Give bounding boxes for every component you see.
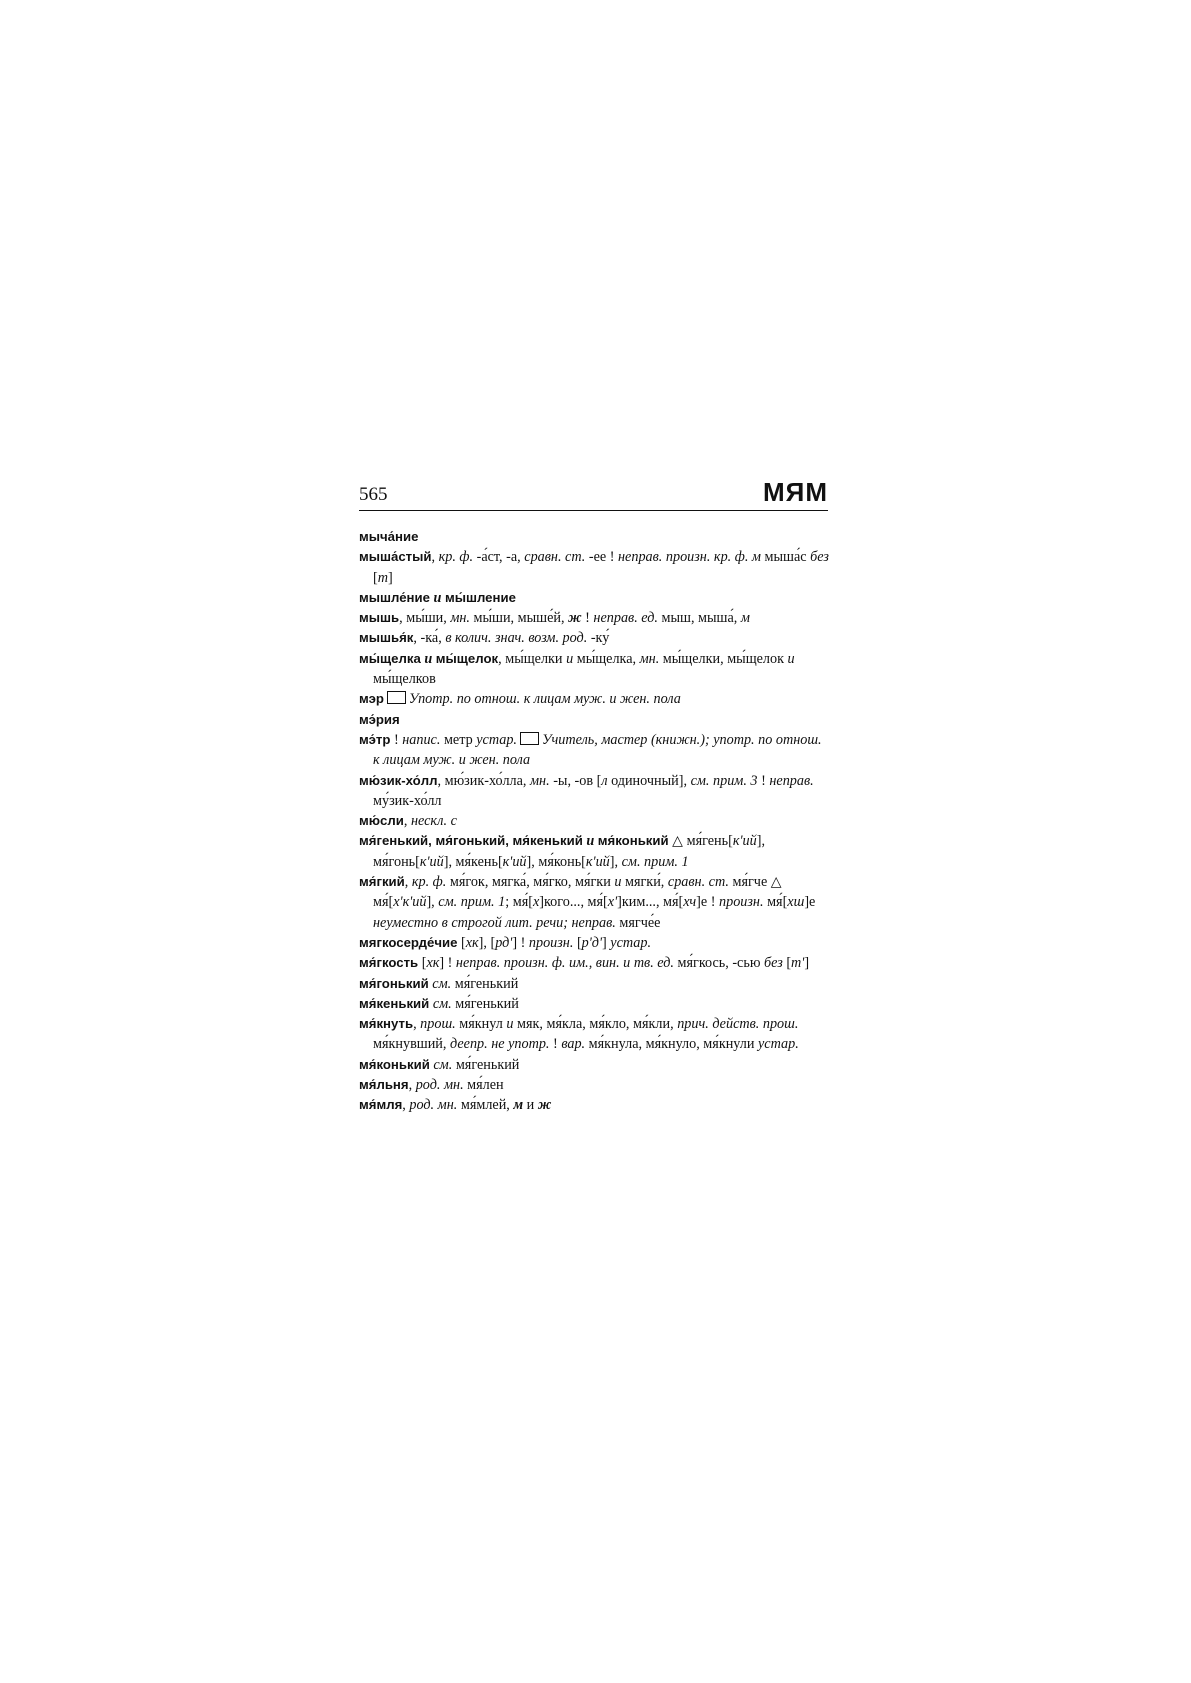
grammatical-note: неправ. произн. кр. ф. м bbox=[618, 549, 761, 566]
grammatical-note: хк bbox=[426, 955, 440, 972]
headword: мышь bbox=[359, 610, 400, 626]
grammatical-note: деепр. не употр. bbox=[450, 1036, 550, 1053]
grammatical-note: устар. bbox=[476, 731, 517, 748]
grammatical-marker: и bbox=[582, 833, 598, 850]
entry-text: ] bbox=[602, 934, 611, 951]
dictionary-entry bbox=[359, 933, 829, 953]
entry-text: мя́генький bbox=[451, 995, 519, 1012]
headword: мыша́стый bbox=[359, 549, 432, 565]
dictionary-entry bbox=[359, 649, 829, 690]
grammatical-note: Употр. по отнош. к лицам муж. и жен. пола bbox=[408, 691, 681, 708]
dictionary-entry bbox=[359, 974, 829, 994]
entry-text: мя́кнул bbox=[455, 1016, 507, 1033]
grammatical-note: и bbox=[566, 650, 574, 667]
grammatical-note: и bbox=[506, 1016, 514, 1033]
grammatical-note: напис. bbox=[402, 731, 441, 748]
headword: мя́генький, мя́гонький, мя́кенький bbox=[359, 833, 583, 849]
dictionary-entry bbox=[359, 994, 829, 1014]
entry-text: мя́гче △ мя́[ bbox=[373, 874, 782, 911]
grammatical-note: без bbox=[763, 955, 783, 972]
grammatical-note: см. прим. 1 bbox=[621, 853, 689, 870]
entry-text: ! bbox=[390, 731, 403, 748]
grammatical-note: см. bbox=[433, 1056, 453, 1073]
entry-text: мягки́, bbox=[621, 874, 668, 891]
dictionary-entry bbox=[359, 608, 829, 628]
entry-text: , bbox=[408, 1077, 416, 1094]
grammatical-note: мн. bbox=[639, 650, 660, 667]
dictionary-entry bbox=[359, 689, 829, 709]
grammatical-note: кр. ф. bbox=[438, 549, 474, 566]
headword: мю́зик-хо́лл bbox=[359, 772, 438, 788]
entry-text: мя́кнула, мя́кнуло, мя́кнули bbox=[585, 1036, 758, 1053]
entry-text: мыша́с bbox=[760, 549, 811, 566]
grammatical-note: неправ. произн. ф. им., вин. и тв. ед. bbox=[455, 955, 674, 972]
dictionary-entry bbox=[359, 1055, 829, 1075]
entry-text: мы́щелки, мы́щелок bbox=[659, 650, 788, 667]
entry-text: -ее ! bbox=[585, 549, 619, 566]
grammatical-note: без bbox=[810, 549, 829, 566]
grammatical-note: устар. bbox=[758, 1036, 799, 1053]
entry-text: [ bbox=[457, 934, 466, 951]
entry-text: -а́ст, -а, bbox=[473, 549, 525, 566]
entry-text: мя́гок, мягка́, мя́гко, мя́гки bbox=[446, 874, 615, 891]
entry-text: ]ким..., мя́[ bbox=[617, 894, 684, 911]
dictionary-entry bbox=[359, 1075, 829, 1095]
dictionary-entry bbox=[359, 588, 829, 608]
dictionary-entry bbox=[359, 1014, 829, 1055]
grammatical-note: т' bbox=[791, 955, 805, 972]
entry-text: ]е ! bbox=[696, 894, 720, 911]
headword: мыча́ние bbox=[359, 529, 419, 544]
grammatical-note: р'д' bbox=[581, 934, 603, 951]
grammatical-note: произн. bbox=[528, 934, 574, 951]
running-head: МЯМ bbox=[762, 477, 828, 507]
entry-text: мя́кнувший, bbox=[373, 1036, 450, 1053]
grammatical-note: рд' bbox=[495, 934, 513, 951]
entry-text: ! bbox=[757, 772, 770, 789]
usage-box-icon bbox=[520, 732, 539, 745]
entry-text: ], мя́конь[ bbox=[526, 853, 586, 870]
grammatical-note: х bbox=[532, 894, 540, 911]
headword: мя́конький bbox=[359, 1056, 430, 1072]
dictionary-entry bbox=[359, 1095, 829, 1115]
headword: мягкосерде́чие bbox=[359, 934, 458, 950]
grammatical-note: неправ. ед. bbox=[593, 610, 658, 627]
dictionary-entry bbox=[359, 831, 829, 872]
usage-box-icon bbox=[387, 691, 406, 704]
grammatical-note: см. прим. 1 bbox=[438, 894, 506, 911]
entry-text: мя́[ bbox=[763, 894, 788, 911]
grammatical-note: сравн. ст. bbox=[524, 549, 586, 566]
entry-text: ! bbox=[581, 610, 594, 627]
headword: мя́кнуть bbox=[359, 1016, 414, 1032]
grammatical-note: прич. действ. прош. bbox=[677, 1016, 799, 1033]
grammatical-note: т bbox=[377, 569, 388, 586]
entry-text: ] bbox=[804, 955, 810, 972]
grammatical-note: хш bbox=[787, 894, 805, 911]
dictionary-entry bbox=[359, 811, 829, 831]
entry-text: мы́щелка, bbox=[573, 650, 640, 667]
entry-text: ], [ bbox=[478, 934, 496, 951]
entry-text: [ bbox=[373, 569, 378, 586]
dictionary-entry bbox=[359, 730, 829, 771]
entry-text: [ bbox=[782, 955, 792, 972]
grammatical-note: см. bbox=[432, 975, 452, 992]
entry-text: мя́лен bbox=[463, 1077, 504, 1094]
entry-text: мяк, мя́кла, мя́кло, мя́кли, bbox=[513, 1016, 678, 1033]
entry-text: , bbox=[404, 874, 412, 891]
grammatical-note: сравн. ст. bbox=[667, 874, 729, 891]
grammatical-note: кр. ф. bbox=[411, 874, 447, 891]
entry-text: ]е bbox=[804, 894, 816, 911]
grammatical-note: к'ий bbox=[732, 833, 757, 850]
entry-text: ] ! bbox=[439, 955, 456, 972]
headword: мэ́тр bbox=[359, 731, 391, 747]
dictionary-entries bbox=[359, 527, 829, 1116]
headword: мя́гкость bbox=[359, 955, 419, 971]
entry-text: и bbox=[523, 1097, 538, 1114]
grammatical-note: к'ий bbox=[585, 853, 610, 870]
grammatical-note: вар. bbox=[561, 1036, 586, 1053]
entry-text: , -ка́, bbox=[413, 630, 446, 647]
dictionary-entry bbox=[359, 872, 829, 933]
entry-text: , мы́ши, bbox=[399, 610, 451, 627]
entry-text: ] bbox=[387, 569, 393, 586]
grammatical-note: мн. bbox=[530, 772, 550, 789]
grammatical-marker: ж bbox=[568, 610, 582, 627]
grammatical-note: мн. bbox=[450, 610, 470, 627]
entry-text: ; мя́[ bbox=[505, 894, 533, 911]
headword: мэр bbox=[359, 691, 384, 707]
headword: мышле́ние bbox=[359, 589, 430, 605]
grammatical-note: род. мн. bbox=[415, 1077, 464, 1094]
grammatical-note: неуместно в строгой лит. речи; неправ. bbox=[373, 914, 616, 931]
entry-text: метр bbox=[440, 731, 477, 748]
dictionary-entry bbox=[359, 628, 829, 648]
dictionary-entry bbox=[359, 771, 829, 812]
entry-text: , bbox=[402, 1097, 410, 1114]
grammatical-note: см. прим. 3 bbox=[690, 772, 758, 789]
entry-text: , мы́щелки bbox=[498, 650, 567, 667]
entry-text: мягче́е bbox=[615, 914, 661, 931]
grammatical-note: в колич. знач. возм. род. bbox=[445, 630, 588, 647]
entry-text: мя́млей, bbox=[457, 1097, 514, 1114]
grammatical-note: к'ий bbox=[502, 853, 527, 870]
entry-text: , bbox=[431, 549, 439, 566]
grammatical-note: к'ий bbox=[419, 853, 444, 870]
entry-text: ! bbox=[549, 1036, 562, 1053]
grammatical-note: х' bbox=[607, 894, 618, 911]
entry-text: мя́гкось, -сью bbox=[673, 955, 764, 972]
grammatical-note: род. мн. bbox=[409, 1097, 458, 1114]
headword: мя́мля bbox=[359, 1097, 403, 1113]
grammatical-note: хк bbox=[465, 934, 479, 951]
headword: мю́сли bbox=[359, 813, 404, 829]
entry-text: , bbox=[403, 813, 411, 830]
entry-text: одиночный], bbox=[607, 772, 691, 789]
grammatical-note: и bbox=[787, 650, 795, 667]
grammatical-note: хч bbox=[683, 894, 697, 911]
entry-text: [ bbox=[418, 955, 427, 972]
grammatical-marker: и bbox=[429, 589, 445, 606]
entry-text: мя́генький bbox=[452, 1056, 520, 1073]
grammatical-note: неправ. bbox=[769, 772, 814, 789]
headword: мы́шление bbox=[444, 589, 516, 605]
entry-text: му́зик-хо́лл bbox=[373, 792, 442, 809]
grammatical-note: устар. bbox=[610, 934, 652, 951]
headword: мышья́к bbox=[359, 630, 414, 646]
grammatical-marker: и bbox=[420, 650, 436, 667]
dictionary-entry bbox=[359, 953, 829, 973]
entry-text: -ку́ bbox=[587, 630, 610, 647]
dictionary-entry bbox=[359, 527, 829, 547]
headword: мя́конький bbox=[597, 833, 669, 849]
grammatical-note: л bbox=[601, 772, 608, 789]
entry-text: -ы, -ов [ bbox=[549, 772, 602, 789]
dictionary-entry bbox=[359, 547, 829, 588]
headword: мя́гкий bbox=[359, 874, 405, 890]
grammatical-note: х'к'ий bbox=[393, 894, 427, 911]
entry-text: ], мя́кень[ bbox=[443, 853, 503, 870]
entry-text: , bbox=[413, 1016, 421, 1033]
grammatical-note: прош. bbox=[420, 1016, 456, 1033]
entry-text: ], bbox=[426, 894, 439, 911]
grammatical-marker: ж bbox=[537, 1097, 552, 1114]
entry-text: ]кого..., мя́[ bbox=[539, 894, 608, 911]
grammatical-marker: м bbox=[513, 1097, 524, 1114]
headword: мя́кенький bbox=[359, 995, 430, 1011]
headword: мэ́рия bbox=[359, 711, 400, 727]
entry-text: мы́ши, мыше́й, bbox=[469, 610, 569, 627]
entry-text: , мю́зик-хо́лла, bbox=[437, 772, 530, 789]
grammatical-note: м bbox=[740, 610, 750, 627]
grammatical-note: нескл. с bbox=[410, 813, 457, 830]
grammatical-note: Учитель, мастер (книжн.); употр. по отнош. к лицам муж. и жен. пола bbox=[373, 731, 822, 769]
headword: мя́льня bbox=[359, 1077, 409, 1093]
page-header bbox=[359, 476, 828, 511]
entry-text: мя́генький bbox=[451, 975, 519, 992]
entry-text: мыш, мыша́, bbox=[657, 610, 741, 627]
entry-text: ], bbox=[609, 853, 622, 870]
headword: мы́щелок bbox=[435, 650, 499, 666]
headword: мя́гонький bbox=[359, 975, 429, 991]
entry-text: △ мя́гень[ bbox=[668, 833, 733, 850]
grammatical-note: произн. bbox=[719, 894, 764, 911]
dictionary-entry bbox=[359, 710, 829, 730]
page-number: 565 bbox=[359, 484, 388, 505]
entry-text: [ bbox=[573, 934, 582, 951]
headword: мы́щелка bbox=[359, 650, 421, 666]
entry-text: ] ! bbox=[512, 934, 529, 951]
entry-text: мы́щелков bbox=[373, 671, 436, 688]
grammatical-note: см. bbox=[432, 995, 452, 1012]
entry-text: ], мя́гонь[ bbox=[373, 833, 765, 870]
grammatical-note: и bbox=[614, 874, 622, 891]
